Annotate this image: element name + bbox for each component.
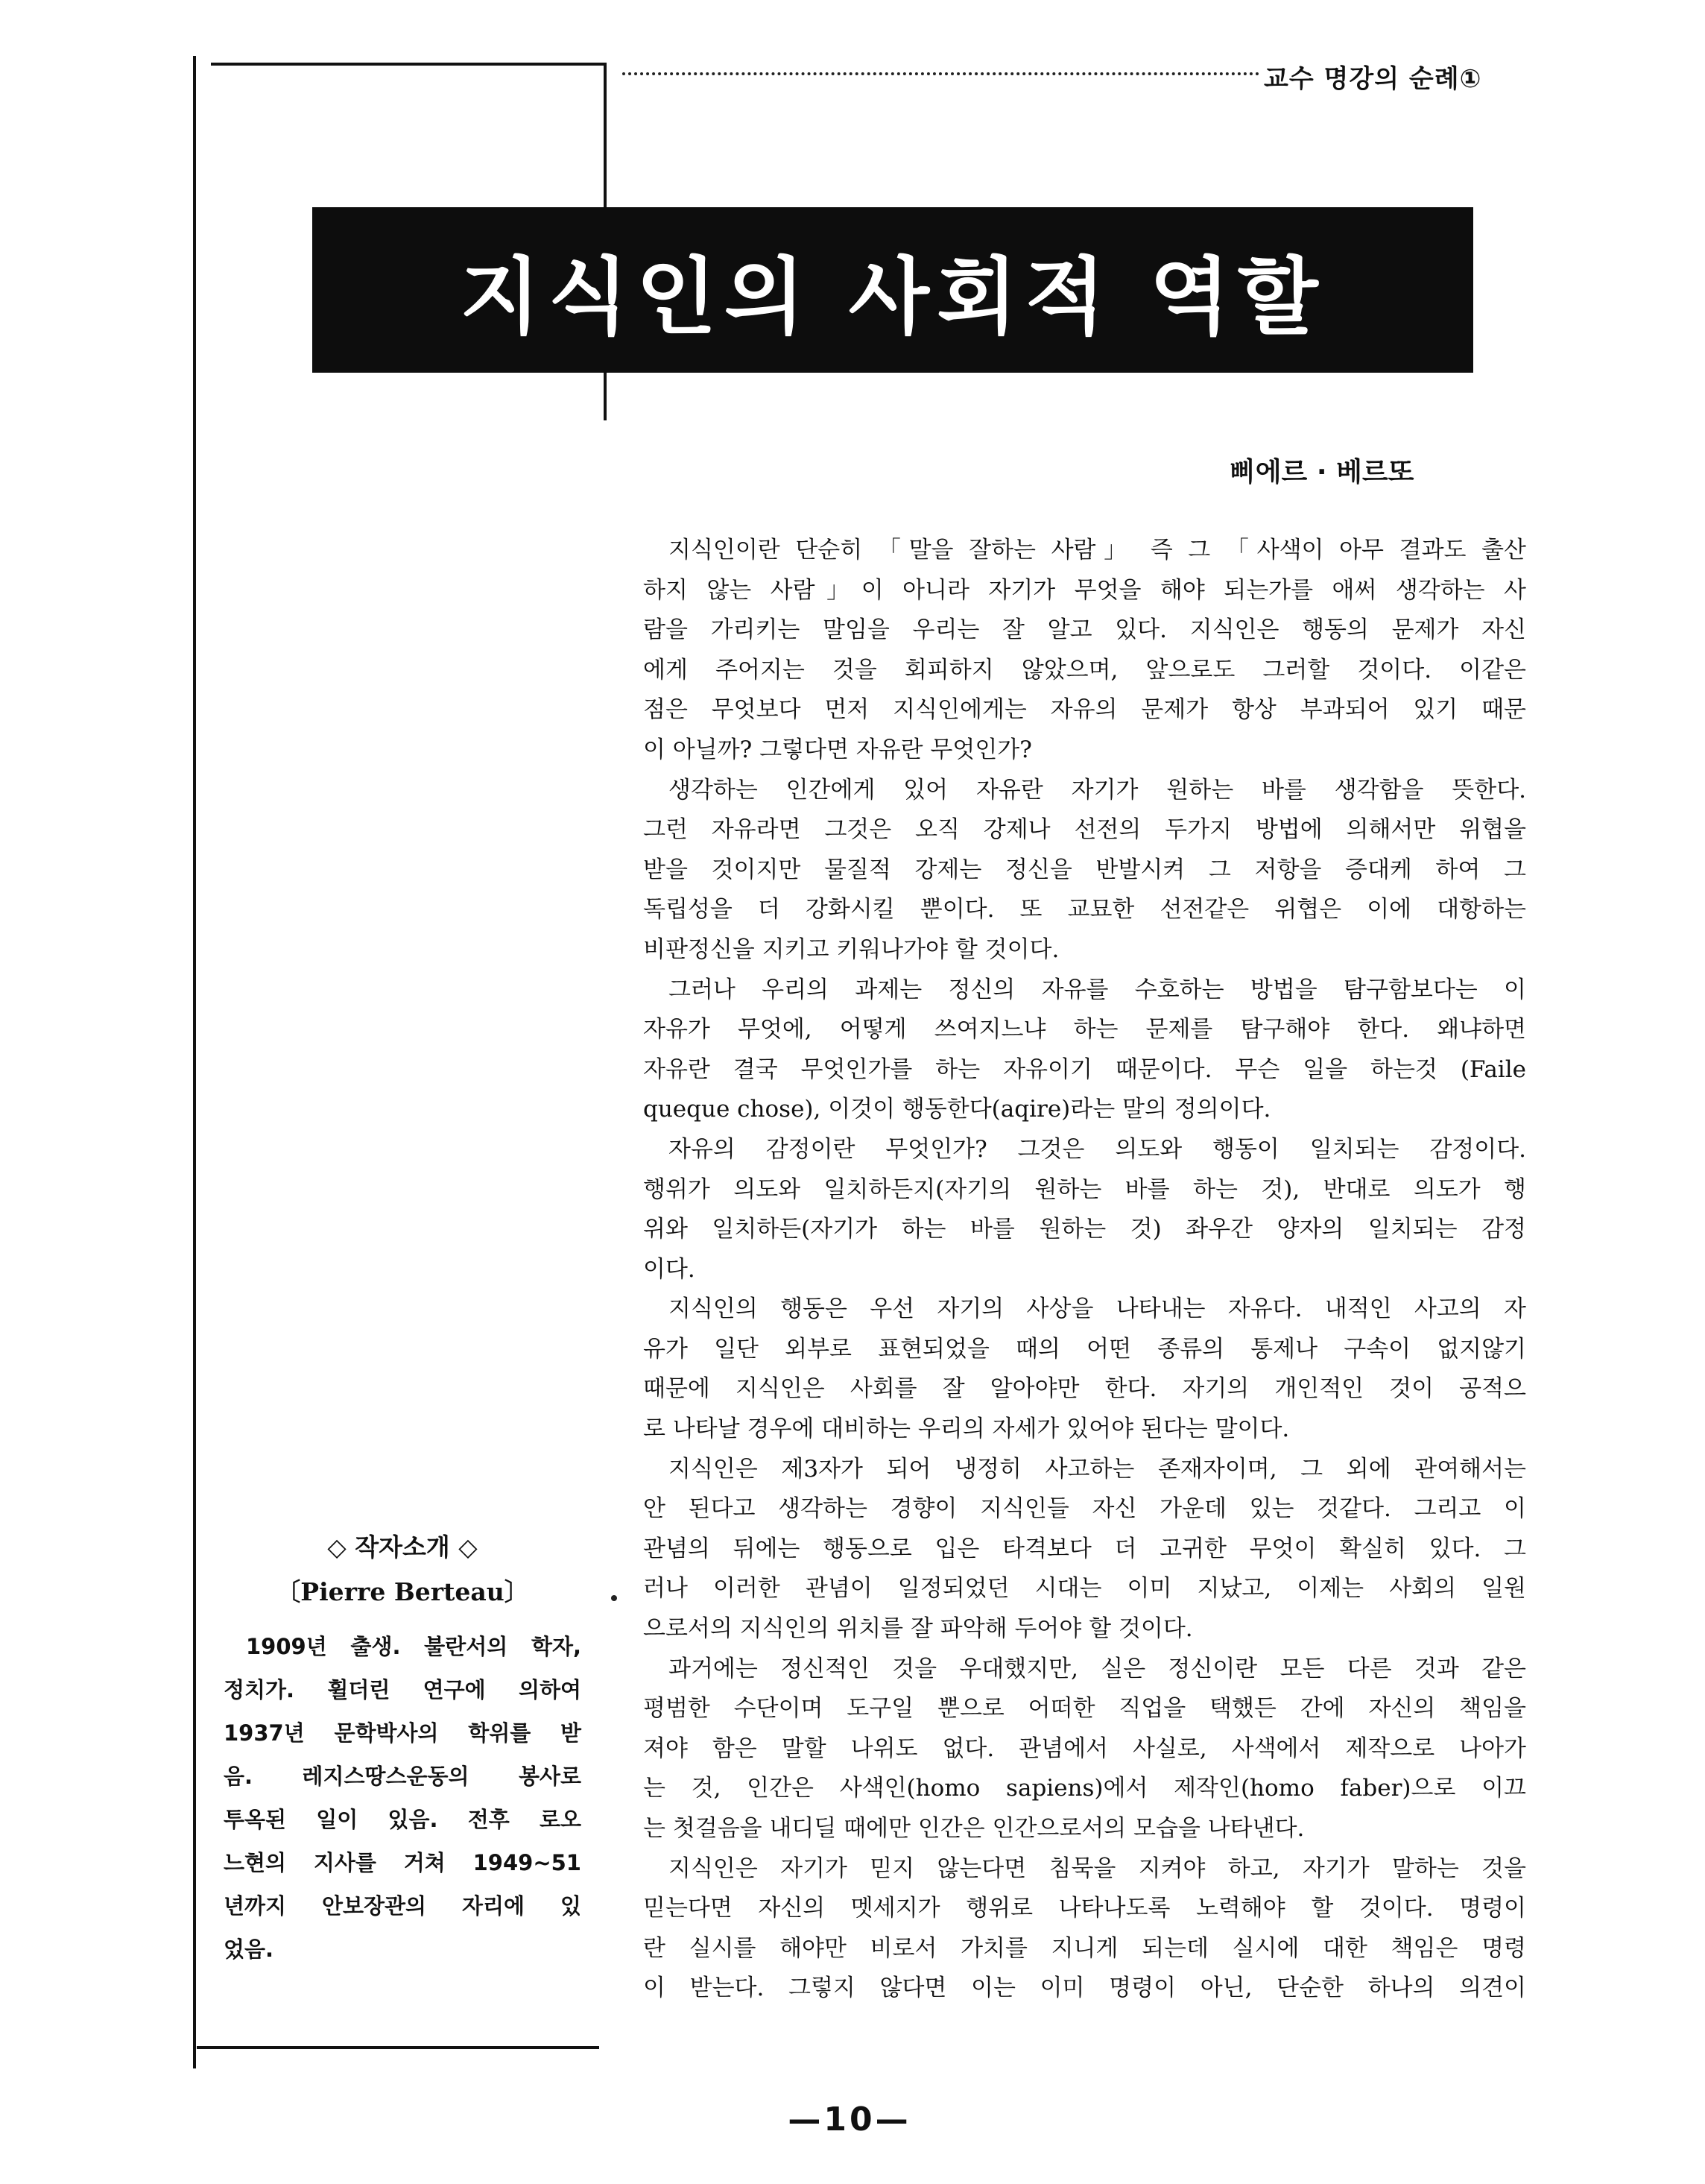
page-title: 지식인의 사회적 역할 [460,248,1326,346]
left-column-vertical-rule [193,56,196,2068]
body-line: 람을 가리키는 말임을 우리는 잘 알고 있다. 지식인은 행동의 문제가 자신 [643,616,1526,644]
body-line: 행위가 의도와 일치하든지(자기의 원하는 바를 하는 것), 반대로 의도가 행 [643,1175,1526,1203]
bio-line: 었음. [224,1937,274,1962]
article-body [643,531,1526,2009]
body-line: 는 첫걸음을 내디딜 때에만 인간은 인간으로서의 모습을 나타낸다. [643,1815,1305,1842]
body-line: 비판정신을 지키고 키워나가야 할 것이다. [643,935,1060,963]
body-line: 관념의 뒤에는 행동으로 입은 타격보다 더 고귀한 무엇이 확실히 있다. 그 [643,1535,1526,1562]
bio-line: 1909년 출생. 불란서의 학자, [246,1634,581,1659]
title-banner [312,207,1473,373]
body-line: 져야 함은 말할 나위도 없다. 관념에서 사실로, 사색에서 제작으로 나아가 [643,1735,1526,1762]
body-line: 점은 무엇보다 먼저 지식인에게는 자유의 문제가 항상 부과되어 있기 때문 [643,696,1526,724]
body-line: 평범한 수단이며 도구일 뿐으로 어떠한 직업을 택했든 간에 자신의 책임을 [643,1695,1526,1723]
body-line: 로 나타날 경우에 대비하는 우리의 자세가 있어야 된다는 말이다. [643,1416,1290,1443]
header-dotted-leader [622,72,1259,75]
body-line: 그런 자유라면 그것은 오직 강제나 선전의 두가지 방법에 의해서만 위협을 [643,816,1526,844]
body-line: 지식인은 자기가 믿지 않는다면 침묵을 지켜야 하고, 자기가 말하는 것을 [668,1855,1526,1882]
body-line: 으로서의 지식인의 위치를 잘 파악해 두어야 할 것이다. [643,1615,1193,1643]
bio-line: 음. 레지스땅스운동의 봉사로 [224,1764,581,1789]
body-line: 위와 일치하든(자기가 하는 바를 원하는 것) 좌우간 양자의 일치되는 감정 [643,1216,1526,1243]
body-line: 독립성을 더 강화시킬 뿐이다. 또 교묘한 선전같은 위협은 이에 대항하는 [643,896,1526,924]
top-left-horizontal-rule [211,63,606,66]
body-line: 란 실시를 해야만 비로서 가치를 지니게 되는데 실시에 대한 책임은 명령 [643,1934,1526,1962]
body-line: 지식인은 제3자가 되어 냉정히 사고하는 존재자이며, 그 외에 관여해서는 [668,1455,1526,1483]
body-line: 유가 일단 외부로 표현되었을 때의 어떤 종류의 통제나 구속이 없지않기 [643,1335,1526,1363]
body-line: 러나 이러한 관념이 일정되었던 시대는 이미 지났고, 이제는 사회의 일원 [643,1575,1526,1603]
bio-line: 정치가. 휠더린 연구에 의하여 [224,1677,581,1702]
author-introduction-text [224,1625,581,1971]
series-label: 교수 명강의 순례① [1264,64,1482,94]
body-line: 지식인의 행동은 우선 자기의 사상을 나타내는 자유다. 내적인 사고의 자 [668,1295,1526,1323]
body-line: 지식인이란 단순히 「말을 잘하는 사람」 즉 그 「사색이 아무 결과도 출산 [668,537,1526,564]
body-line: 자유가 무엇에, 어떻게 쓰여지느냐 하는 문제를 탐구해야 한다. 왜냐하면 [643,1016,1526,1044]
body-line: 자유란 결국 무엇인가를 하는 자유이기 때문이다. 무슨 일을 하는것 (Faile [643,1055,1526,1083]
body-line: 생각하는 인간에게 있어 자유란 자기가 원하는 바를 생각함을 뜻한다. [668,776,1526,804]
author-introduction [224,1525,581,1971]
body-line: 안 된다고 생각하는 경향이 지식인들 자신 가운데 있는 것같다. 그리고 이 [643,1495,1526,1523]
body-line: 때문에 지식인은 사회를 잘 알아야만 한다. 자기의 개인적인 것이 공적으 [643,1375,1526,1403]
bio-line: 느현의 지사를 거쳐 1949~51 [224,1850,581,1875]
body-line: 이 아닐까? 그렇다면 자유란 무엇인가? [643,736,1032,763]
left-column-bottom-rule [197,2046,599,2049]
body-line: queque chose), 이것이 행동한다(aqire)라는 말의 정의이다. [643,1096,1271,1123]
body-line: 자유의 감정이란 무엇인가? 그것은 의도와 행동이 일치되는 감정이다. [668,1135,1526,1163]
bio-line: 1937년 문학박사의 학위를 받 [224,1720,581,1746]
body-line: 믿는다면 자신의 멧세지가 행위로 나타나도록 노력해야 할 것이다. 명령이 [643,1895,1526,1922]
author-name: 삐에르 · 베르또 [1230,457,1414,487]
body-line: 에게 주어지는 것을 회피하지 않았으며, 앞으로도 그러할 것이다. 이같은 [643,656,1526,684]
bio-line: 투옥된 일이 있음. 전후 로오 [224,1807,581,1832]
page-number: —10— [788,2101,911,2139]
body-line: 하지 않는 사람」이 아니라 자기가 무엇을 해야 되는가를 애써 생각하는 사 [643,576,1526,604]
margin-mark [611,1595,617,1601]
body-line: 이 받는다. 그렇지 않다면 이는 이미 명령이 아닌, 단순한 하나의 의견이 [643,1975,1526,2002]
body-line: 그러나 우리의 과제는 정신의 자유를 수호하는 방법을 탐구함보다는 이 [668,976,1526,1003]
body-line: 는 것, 인간은 사색인(homo sapiens)에서 제작인(homo faber)으로 이끄 [643,1775,1526,1802]
bio-line: 년까지 안보장관의 자리에 있 [224,1893,581,1919]
author-introduction-name: 〔Pierre Berteau〕 [276,1577,529,1606]
body-line: 받을 것이지만 물질적 강제는 정신을 반발시켜 그 저항을 증대케 하여 그 [643,856,1526,883]
body-line: 과거에는 정신적인 것을 우대했지만, 실은 정신이란 모든 다른 것과 같은 [668,1655,1526,1682]
author-introduction-heading: ◇ 작자소개 ◇ [327,1533,478,1562]
body-line: 이다. [643,1255,695,1283]
